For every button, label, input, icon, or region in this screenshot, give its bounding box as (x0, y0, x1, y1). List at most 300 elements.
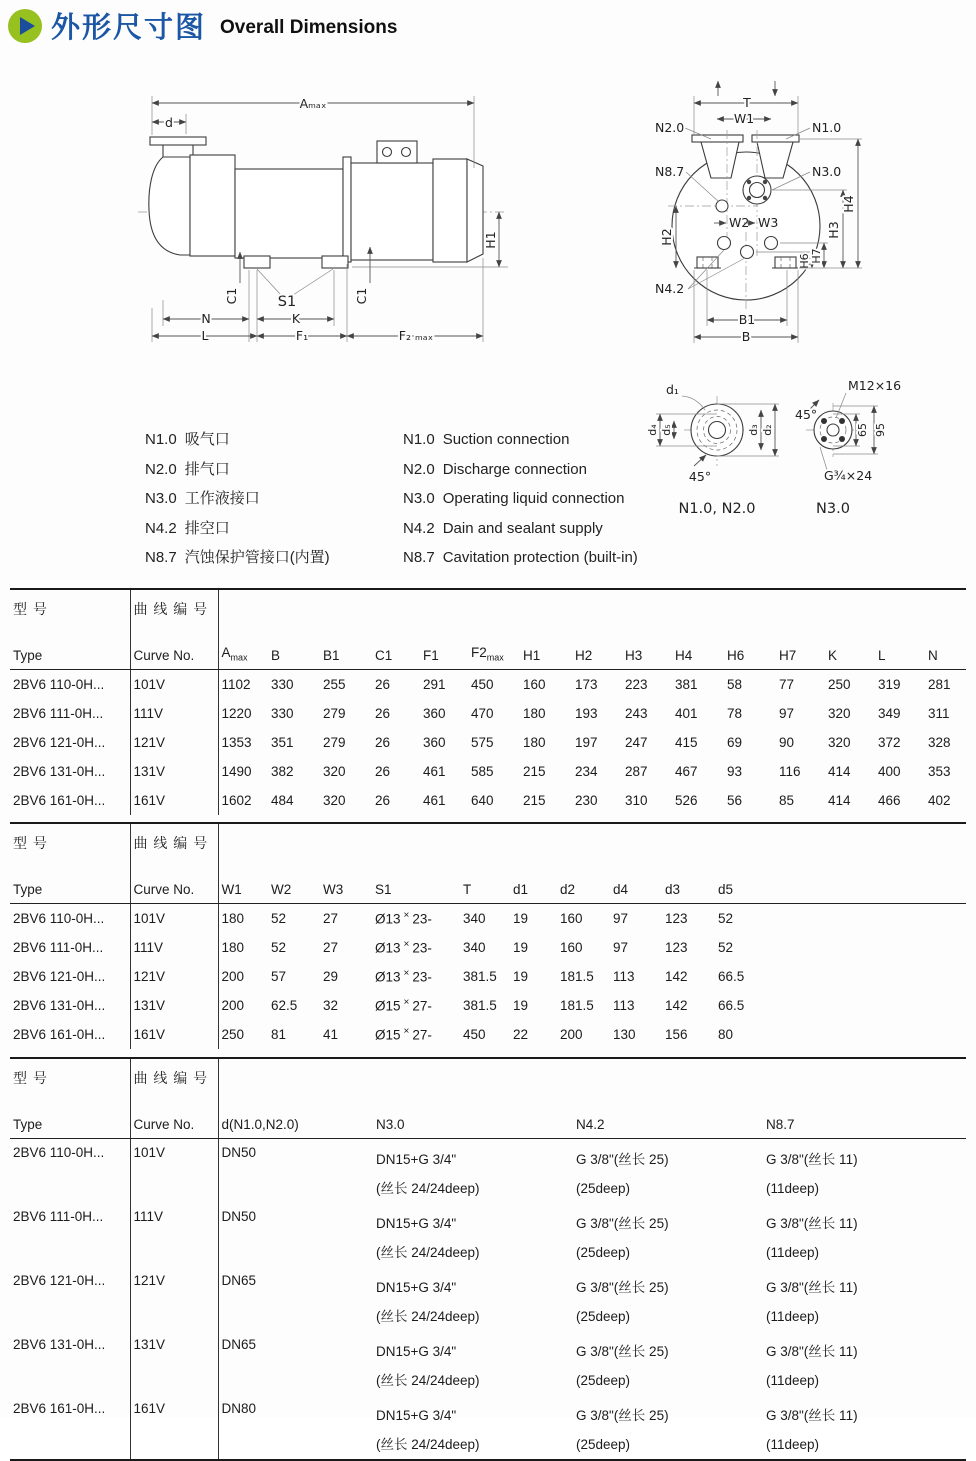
legend-text: Dain and sealant supply (442, 519, 603, 537)
cell-curve: 131V (130, 1331, 218, 1395)
cell-curve: 101V (130, 670, 218, 700)
cell: 401 (675, 706, 698, 721)
cell-type: 2BV6 110-0H... (10, 1139, 130, 1204)
cell-type: 2BV6 111-0H... (10, 699, 130, 728)
cell: 123 (665, 911, 688, 926)
dim-label-d1: d₁ (666, 382, 679, 397)
cell: 215 (523, 764, 546, 779)
cell: 340 (463, 940, 486, 955)
cell: 130 (613, 1027, 636, 1042)
cell-curve: 101V (130, 904, 218, 934)
cell: 52 (718, 940, 734, 955)
dim-label-w2: W2 (729, 215, 750, 230)
cell: 470 (471, 706, 494, 721)
legend-text: Cavitation protection (built-in) (442, 549, 638, 567)
cell: 27 (323, 940, 339, 955)
cell: 160 (523, 677, 546, 692)
cell: 180 (523, 706, 546, 721)
table-row (10, 904, 966, 934)
legend-code: N2.0 (403, 460, 435, 478)
table-row (10, 933, 966, 962)
cell: 193 (575, 706, 598, 721)
dim-label-h6: H6 (798, 253, 811, 269)
cell: 450 (471, 677, 494, 692)
cell-n42: G 3/8"(丝长 25) (25deep) (576, 1344, 669, 1388)
dim-label-h1: H1 (483, 231, 498, 249)
angle-label-45b: 45° (795, 407, 818, 422)
cell-curve: 111V (130, 933, 218, 962)
cell: 77 (779, 677, 795, 692)
cell-n30: DN15+G 3/4" (丝长 24/24deep) (376, 1152, 480, 1196)
dim-label-d: d (165, 115, 173, 130)
cell: 281 (928, 677, 951, 692)
col-header-t: T (460, 869, 510, 904)
cell-n30: DN15+G 3/4" (丝长 24/24deep) (376, 1280, 480, 1324)
dimension-table-2 (10, 822, 966, 1049)
cell: 279 (323, 706, 346, 721)
col-header-h6: H6 (724, 635, 776, 670)
cell: 461 (423, 793, 446, 808)
table-header-row-en (10, 635, 966, 670)
cell: 173 (575, 677, 598, 692)
dim-label-m12: M12×16 (848, 378, 902, 393)
cell: 90 (779, 735, 795, 750)
dim-label-l: L (201, 328, 209, 343)
pump-casing (190, 155, 235, 256)
cell: 52 (718, 911, 734, 926)
cell-type: 2BV6 161-0H... (10, 1395, 130, 1460)
dim-label-s1: S1 (277, 294, 297, 310)
cell: 97 (779, 706, 795, 721)
col-header-f2max: $F2_{max}$ (468, 635, 520, 670)
cell: 200 (221, 969, 245, 984)
legend-item (145, 425, 330, 455)
cell-curve: 131V (130, 991, 218, 1020)
cell: 381.5 (463, 998, 497, 1013)
cell: 156 (665, 1027, 688, 1042)
table-row (10, 786, 966, 815)
cell-dn: DN50 (221, 1209, 257, 1224)
table-row (10, 728, 966, 757)
cell-dn: DN65 (221, 1337, 257, 1352)
legend-code: N1.0 (145, 431, 177, 448)
legend-code: N8.7 (403, 549, 435, 567)
cell: 372 (878, 735, 901, 750)
cell: 26 (375, 706, 391, 721)
col-header-l: L (875, 635, 925, 670)
cell: 200 (221, 998, 245, 1013)
cell: 319 (878, 677, 901, 692)
cell-n42: G 3/8"(丝长 25) (25deep) (576, 1216, 669, 1260)
cell-n30: DN15+G 3/4" (丝长 24/24deep) (376, 1216, 480, 1260)
col-header-f1: F1 (420, 635, 468, 670)
dim-label-f1: F₁ (295, 328, 309, 343)
cell-s1: Ø15 × 27- (375, 997, 432, 1014)
cell: 85 (779, 793, 795, 808)
cell: 26 (375, 677, 391, 692)
cell: 467 (675, 764, 698, 779)
cell-n42: G 3/8"(丝长 25) (25deep) (576, 1408, 669, 1452)
dim-label-k: K (291, 311, 301, 326)
col-header-h2: H2 (572, 635, 622, 670)
cell-n87: G 3/8"(丝长 11) (11deep) (766, 1216, 858, 1260)
cell: 93 (727, 764, 743, 779)
label-n30: N3.0 (812, 164, 842, 179)
cell-n42: G 3/8"(丝长 25) (25deep) (576, 1280, 669, 1324)
cell: 415 (675, 735, 698, 750)
cell-type: 2BV6 131-0H... (10, 757, 130, 786)
legend-item (145, 543, 330, 573)
cell-curve: 161V (130, 1395, 218, 1460)
header-curve-en: Curve No. (130, 869, 218, 904)
motor-rear (433, 159, 467, 262)
col-header-c1: C1 (372, 635, 420, 670)
legend-en (403, 425, 638, 573)
legend-item (403, 484, 638, 514)
flange-detail-n30 (795, 378, 901, 517)
cell: 526 (675, 793, 698, 808)
cell: 575 (471, 735, 494, 750)
dim-label-h3: H3 (826, 221, 841, 239)
legend-text: Suction connection (442, 431, 570, 448)
header-type-en: Type (10, 1104, 130, 1139)
legend-item (145, 484, 330, 514)
foot-front (775, 257, 796, 268)
cell-s1: Ø13 × 23- (375, 968, 432, 985)
cell: 255 (323, 677, 346, 692)
cell: 640 (471, 793, 494, 808)
cell: 62.5 (271, 998, 298, 1013)
cell: 52 (271, 911, 287, 926)
dim-label-b: B (741, 329, 751, 344)
drain-port (718, 237, 731, 250)
dim-label-g34: G¾×24 (824, 468, 873, 483)
page-title-en: Overall Dimensions (220, 17, 398, 38)
cell: 287 (625, 764, 648, 779)
cell: 360 (423, 735, 446, 750)
cell: 1602 (221, 793, 252, 808)
cell-curve: 111V (130, 699, 218, 728)
cell-type: 2BV6 110-0H... (10, 904, 130, 934)
dimension-table-3 (10, 1057, 966, 1461)
cell: 142 (665, 969, 688, 984)
cell-dn: DN50 (221, 1145, 257, 1160)
header-type-zh: 型 号 (10, 589, 130, 635)
cell-curve: 121V (130, 1267, 218, 1331)
legend-text: 排气口 (184, 460, 230, 478)
dim-label-h2: H2 (659, 228, 674, 246)
cell: 142 (665, 998, 688, 1013)
cell: 22 (513, 1027, 529, 1042)
col-header-d2: d2 (557, 869, 610, 904)
label-n87: N8.7 (655, 164, 685, 179)
cell-n87: G 3/8"(丝长 11) (11deep) (766, 1152, 858, 1196)
cell: 19 (513, 911, 529, 926)
pump-cylinder (235, 169, 343, 258)
table-header-row-zh (10, 823, 966, 869)
legend-item (145, 455, 330, 485)
col-header-d1: d1 (510, 869, 557, 904)
cell: 320 (323, 793, 346, 808)
table-row (10, 962, 966, 991)
cell: 57 (271, 969, 287, 984)
col-header-w1: W1 (218, 869, 268, 904)
discharge-flange (692, 135, 743, 142)
dim-label-n: N (201, 311, 211, 326)
legend-code: N2.0 (145, 460, 177, 478)
cell: 19 (513, 998, 529, 1013)
cell-s1: Ø15 × 27- (375, 1026, 432, 1043)
table-row (10, 757, 966, 786)
header-type-zh: 型 号 (10, 1058, 130, 1104)
legend-code: N4.2 (403, 519, 435, 537)
cell: 78 (727, 706, 743, 721)
cell-type: 2BV6 161-0H... (10, 786, 130, 815)
dim-label-c1-right: C1 (354, 287, 369, 305)
cell: 113 (613, 969, 635, 984)
legend-item (403, 543, 638, 573)
col-header-w2: W2 (268, 869, 320, 904)
cell: 402 (928, 793, 951, 808)
col-header-n: N (925, 635, 966, 670)
legend-zh (145, 425, 330, 573)
suction-elbow (149, 157, 190, 255)
table-header-row-en (10, 1104, 966, 1139)
cell-curve: 111V (130, 1203, 218, 1267)
dim-label-d5: d₅ (660, 424, 673, 436)
cell-type: 2BV6 111-0H... (10, 1203, 130, 1267)
header-curve-zh: 曲 线 编 号 (130, 1058, 218, 1104)
col-header-h7: H7 (776, 635, 825, 670)
cell: 123 (665, 940, 688, 955)
cell-dn: DN65 (221, 1273, 257, 1288)
cell: 320 (828, 706, 851, 721)
col-header-amax: $A_{max}$ (218, 635, 268, 670)
legend-text: Discharge connection (442, 460, 587, 478)
dim-label-f2max: F₂ ₘₐₓ (398, 328, 434, 343)
cell: 330 (271, 706, 294, 721)
cell-s1: Ø13 × 23- (375, 939, 432, 956)
legend-code: N1.0 (403, 431, 435, 448)
pump-foot (244, 256, 270, 268)
cell: 223 (625, 677, 648, 692)
motor-endcap (467, 159, 483, 262)
table-row (10, 670, 966, 700)
dim-label-t: T (743, 95, 751, 110)
col-header-d4: d4 (610, 869, 662, 904)
cell: 320 (828, 735, 851, 750)
header-spacer (218, 1058, 966, 1104)
cell: 26 (375, 764, 391, 779)
cell: 69 (727, 735, 743, 750)
cell: 234 (575, 764, 598, 779)
cell: 250 (828, 677, 851, 692)
cell: 215 (523, 793, 546, 808)
table-row (10, 991, 966, 1020)
drain-port (765, 237, 778, 250)
cell-type: 2BV6 121-0H... (10, 1267, 130, 1331)
legend-text: 汽蚀保护管接口(内置) (184, 549, 330, 567)
header-curve-zh: 曲 线 编 号 (130, 823, 218, 869)
dimension-table-1 (10, 588, 966, 815)
legend-item (403, 455, 638, 485)
flange-detail-n10-n20 (646, 382, 779, 517)
cell: 52 (271, 940, 287, 955)
drain-port (741, 246, 754, 259)
cell: 1490 (221, 764, 252, 779)
col-header-s1: S1 (372, 869, 460, 904)
cell-type: 2BV6 121-0H... (10, 962, 130, 991)
cell: 160 (560, 911, 583, 926)
label-n10: N1.0 (812, 120, 842, 135)
cell: 585 (471, 764, 494, 779)
table-row (10, 1267, 966, 1331)
cell: 113 (613, 998, 635, 1013)
cell: 181.5 (560, 969, 594, 984)
pump-foot (322, 256, 348, 268)
col-header-n42: N4.2 (573, 1104, 763, 1139)
cell: 250 (221, 1027, 245, 1042)
legend-item (403, 514, 638, 544)
cell-n87: G 3/8"(丝长 11) (11deep) (766, 1280, 858, 1324)
col-header-d: d(N1.0,N2.0) (218, 1104, 373, 1139)
cell-type: 2BV6 161-0H... (10, 1020, 130, 1049)
cell: 414 (828, 793, 851, 808)
cell: 450 (463, 1027, 486, 1042)
cell-curve: 121V (130, 962, 218, 991)
legend-code: N3.0 (145, 490, 177, 508)
cell: 27 (323, 911, 339, 926)
dim-label-h4: H4 (841, 195, 856, 213)
cell-n87: G 3/8"(丝长 11) (11deep) (766, 1408, 858, 1452)
cell: 230 (575, 793, 598, 808)
cell-n87: G 3/8"(丝长 11) (11deep) (766, 1344, 858, 1388)
cell: 58 (727, 677, 743, 692)
dim-label-65: 65 (856, 423, 869, 437)
col-header-w3: W3 (320, 869, 372, 904)
header-type-zh: 型 号 (10, 823, 130, 869)
col-header-n30: N3.0 (373, 1104, 573, 1139)
angle-label-45: 45° (688, 469, 712, 484)
cell-curve: 121V (130, 728, 218, 757)
n30-flange (743, 176, 771, 204)
dim-label-b1: B1 (738, 312, 756, 327)
cell: 26 (375, 793, 391, 808)
cell: 340 (463, 911, 486, 926)
cell: 19 (513, 940, 529, 955)
legend-code: N4.2 (145, 519, 177, 537)
cell: 197 (575, 735, 598, 750)
cell: 353 (928, 764, 951, 779)
legend-code: N8.7 (145, 549, 177, 567)
cell: 1353 (221, 735, 252, 750)
cell: 484 (271, 793, 294, 808)
legend-text: 吸气口 (184, 431, 230, 448)
col-header-b1: B1 (320, 635, 372, 670)
cell-type: 2BV6 111-0H... (10, 933, 130, 962)
cell: 381.5 (463, 969, 497, 984)
cell-curve: 131V (130, 757, 218, 786)
cell: 29 (323, 969, 339, 984)
table-row (10, 1331, 966, 1395)
label-n42: N4.2 (655, 281, 685, 296)
front-view-drawing (655, 81, 862, 344)
cell: 310 (625, 793, 648, 808)
cell: 180 (221, 940, 245, 955)
cell-n30: DN15+G 3/4" (丝长 24/24deep) (376, 1408, 480, 1452)
cell-n42: G 3/8"(丝长 25) (25deep) (576, 1152, 669, 1196)
table-header-row-zh (10, 589, 966, 635)
header-spacer (218, 823, 966, 869)
dim-label-c1-left: C1 (224, 287, 239, 305)
table-row (10, 1395, 966, 1460)
col-header-h3: H3 (622, 635, 672, 670)
cell: 181.5 (560, 998, 594, 1013)
cell: 80 (718, 1027, 734, 1042)
cell: 32 (323, 998, 339, 1013)
flange-caption-n10-n20: N1.0, N2.0 (678, 501, 756, 517)
col-header-b: B (268, 635, 320, 670)
n87-port (716, 200, 728, 212)
cell: 56 (727, 793, 743, 808)
col-header-n87: N8.7 (763, 1104, 966, 1139)
header-curve-en: Curve No. (130, 1104, 218, 1139)
header-type-en: Type (10, 869, 130, 904)
table-header-row-zh (10, 1058, 966, 1104)
cell-type: 2BV6 110-0H... (10, 670, 130, 700)
cell: 19 (513, 969, 529, 984)
cell-dn: DN80 (221, 1401, 257, 1416)
cell: 1220 (221, 706, 252, 721)
dim-label-95: 95 (874, 423, 887, 437)
cell: 279 (323, 735, 346, 750)
table-row (10, 1139, 966, 1204)
col-header-k: K (825, 635, 875, 670)
cell: 360 (423, 706, 446, 721)
dim-label-h7: H7 (810, 248, 823, 264)
cell: 382 (271, 764, 294, 779)
legend-text: 排空口 (184, 519, 230, 537)
cell-type: 2BV6 131-0H... (10, 991, 130, 1020)
foot-front (697, 257, 718, 268)
header-type-en: Type (10, 635, 130, 670)
cell-curve: 101V (130, 1139, 218, 1204)
flange-caption-n30: N3.0 (816, 501, 850, 517)
cell: 243 (625, 706, 648, 721)
cell: 328 (928, 735, 951, 750)
cell: 311 (928, 706, 950, 721)
dim-label-amax: Aₘₐₓ (299, 96, 327, 111)
cell: 349 (878, 706, 901, 721)
legend-text: Operating liquid connection (442, 490, 625, 508)
table-row (10, 699, 966, 728)
cell-type: 2BV6 131-0H... (10, 1331, 130, 1395)
cell: 466 (878, 793, 901, 808)
cell: 291 (423, 677, 446, 692)
side-view-drawing (138, 96, 508, 343)
col-header-d5: d5 (715, 869, 966, 904)
cell-s1: Ø13 × 23- (375, 910, 432, 927)
cell: 330 (271, 677, 294, 692)
col-header-h4: H4 (672, 635, 724, 670)
label-n20: N2.0 (655, 120, 685, 135)
dim-label-w3: W3 (758, 215, 779, 230)
motor-body (351, 163, 433, 260)
cell: 180 (221, 911, 245, 926)
legend-text: 工作液接口 (184, 490, 260, 508)
header-curve-zh: 曲 线 编 号 (130, 589, 218, 635)
table-header-row-en (10, 869, 966, 904)
